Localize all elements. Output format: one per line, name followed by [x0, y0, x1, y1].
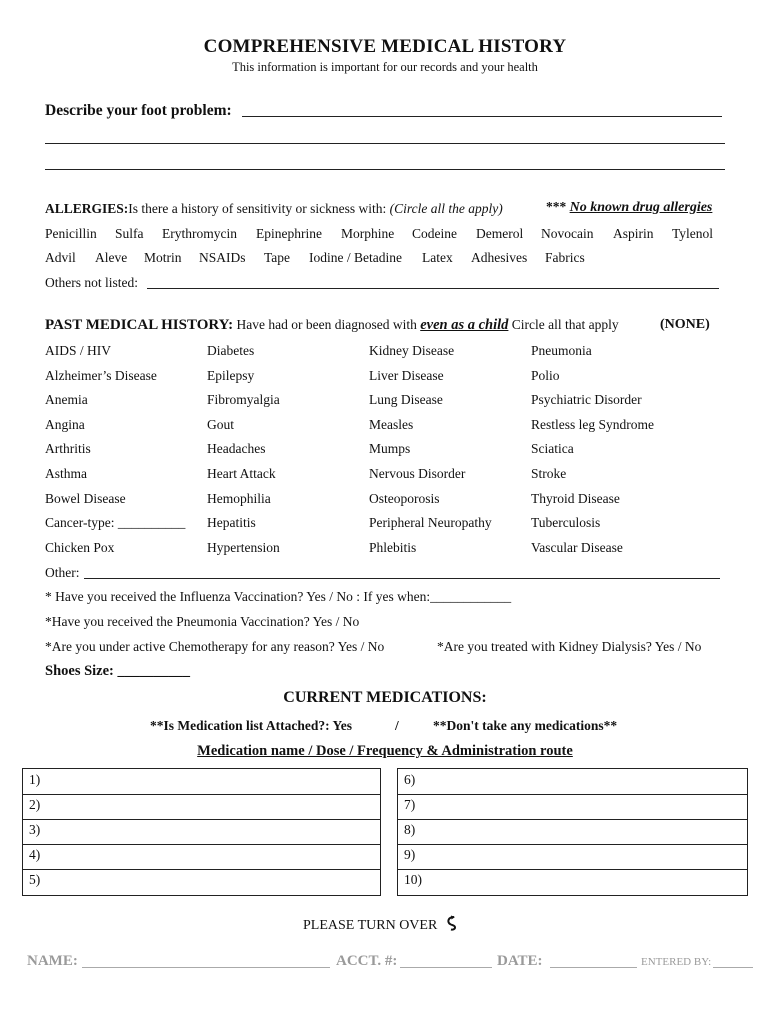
- footer-entered-by-line[interactable]: [713, 967, 753, 968]
- condition-item[interactable]: Anemia: [45, 392, 88, 408]
- allergy-item[interactable]: Demerol: [476, 226, 524, 241]
- allergy-item[interactable]: Tylenol: [672, 226, 714, 241]
- history-label: PAST MEDICAL HISTORY:: [45, 317, 234, 333]
- allergy-item[interactable]: Fabrics: [545, 250, 585, 265]
- allergy-item[interactable]: Tape: [264, 250, 291, 265]
- nkda-prefix: ***: [546, 199, 567, 214]
- condition-item[interactable]: Mumps: [369, 441, 411, 457]
- allergies-instruction: (Circle all the apply): [389, 201, 503, 216]
- condition-item[interactable]: Cancer-type: __________: [45, 515, 186, 531]
- allergy-item[interactable]: Sulfa: [115, 226, 144, 241]
- shoe-size-field[interactable]: Shoes Size: __________: [45, 663, 190, 679]
- history-column-2: [207, 339, 280, 560]
- nkda-label: No known drug allergies: [569, 200, 713, 215]
- footer-name-line[interactable]: [82, 967, 330, 968]
- footer-entered-by-label: ENTERED BY:: [641, 956, 712, 968]
- condition-item[interactable]: Liver Disease: [369, 367, 444, 383]
- medications-title: CURRENT MEDICATIONS:: [283, 689, 487, 706]
- history-column-3: [369, 339, 492, 560]
- medication-entry[interactable]: 9): [404, 847, 416, 862]
- medication-entry[interactable]: 3): [29, 822, 41, 837]
- allergy-item[interactable]: Epinephrine: [256, 226, 322, 241]
- footer-acct-label: ACCT. #:: [336, 953, 398, 969]
- condition-item[interactable]: Tuberculosis: [531, 515, 601, 531]
- condition-item[interactable]: Restless leg Syndrome: [531, 416, 654, 432]
- condition-item[interactable]: Osteoporosis: [369, 490, 440, 506]
- medication-entry[interactable]: 4): [29, 847, 41, 862]
- others-not-listed-label: Others not listed:: [45, 275, 138, 290]
- allergy-item[interactable]: NSAIDs: [199, 250, 246, 265]
- condition-item[interactable]: Sciatica: [531, 441, 574, 457]
- foot-problem-line-3[interactable]: [45, 169, 725, 170]
- footer-date-line[interactable]: [550, 967, 637, 968]
- influenza-question[interactable]: * Have you received the Influenza Vaccination? Yes / No : If yes when:____________: [45, 589, 512, 604]
- condition-item[interactable]: Heart Attack: [207, 465, 276, 481]
- condition-item[interactable]: Hemophilia: [207, 490, 271, 506]
- history-none-option[interactable]: (NONE): [660, 317, 710, 332]
- condition-item[interactable]: Alzheimer’s Disease: [45, 367, 157, 383]
- condition-item[interactable]: Headaches: [207, 441, 266, 457]
- turn-over-note: [303, 915, 459, 934]
- nkda-option[interactable]: [546, 199, 712, 216]
- history-other-line[interactable]: [84, 578, 720, 579]
- no-medications-option[interactable]: **Don't take any medications**: [433, 718, 618, 733]
- condition-item[interactable]: Thyroid Disease: [531, 490, 620, 506]
- allergy-item[interactable]: Erythromycin: [162, 226, 237, 241]
- medication-list-attached[interactable]: **Is Medication list Attached?: Yes: [150, 718, 352, 733]
- others-not-listed-line[interactable]: [147, 288, 719, 289]
- foot-problem-line-1[interactable]: [242, 116, 722, 117]
- history-emphasis: even as a child: [420, 317, 509, 333]
- history-other-label: Other:: [45, 565, 80, 580]
- allergy-item[interactable]: Codeine: [412, 226, 457, 241]
- condition-item[interactable]: Chicken Pox: [45, 539, 115, 555]
- medication-slash: /: [395, 718, 399, 733]
- condition-item[interactable]: Gout: [207, 416, 234, 432]
- foot-problem-line-2[interactable]: [45, 143, 725, 144]
- medication-box-right: [397, 768, 748, 896]
- medication-entry[interactable]: 10): [404, 872, 422, 887]
- turn-over-arrow-icon: [445, 915, 459, 931]
- condition-item[interactable]: Vascular Disease: [531, 539, 623, 555]
- medication-entry[interactable]: 8): [404, 822, 416, 837]
- footer-acct-line[interactable]: [400, 967, 492, 968]
- allergies-question: Is there a history of sensitivity or sickness with:: [128, 201, 387, 216]
- history-header: [45, 317, 619, 334]
- medication-entry[interactable]: 2): [29, 797, 41, 812]
- allergy-item[interactable]: Adhesives: [471, 250, 528, 265]
- condition-item[interactable]: Asthma: [45, 465, 87, 481]
- allergy-item[interactable]: Advil: [45, 250, 76, 265]
- allergy-item[interactable]: Penicillin: [45, 226, 97, 241]
- allergy-item[interactable]: Aspirin: [613, 226, 654, 241]
- condition-item[interactable]: Hypertension: [207, 539, 280, 555]
- medication-entry[interactable]: 1): [29, 772, 41, 787]
- history-column-4: [531, 339, 654, 560]
- allergy-item[interactable]: Latex: [422, 250, 453, 265]
- foot-problem-label: Describe your foot problem:: [45, 102, 232, 119]
- history-question: Have had or been diagnosed with: [236, 317, 417, 332]
- allergies-header: [45, 201, 503, 217]
- condition-item[interactable]: Diabetes: [207, 343, 255, 358]
- medication-table-header: [0, 743, 770, 760]
- allergy-item[interactable]: Iodine / Betadine: [309, 250, 402, 265]
- form-subtitle: This information is important for our records and your health: [232, 60, 538, 74]
- condition-item[interactable]: Peripheral Neuropathy: [369, 515, 492, 531]
- medication-entry[interactable]: 6): [404, 772, 416, 787]
- condition-item[interactable]: Psychiatric Disorder: [531, 392, 642, 408]
- medication-entry[interactable]: 5): [29, 872, 41, 887]
- condition-item[interactable]: Polio: [531, 367, 560, 383]
- condition-item[interactable]: Arthritis: [45, 441, 91, 457]
- condition-item[interactable]: Hepatitis: [207, 515, 256, 531]
- footer-name-label: NAME:: [27, 953, 78, 969]
- history-instruction: Circle all that apply: [511, 317, 619, 332]
- form-title: COMPREHENSIVE MEDICAL HISTORY: [203, 36, 567, 57]
- allergy-item[interactable]: Morphine: [341, 226, 395, 241]
- allergy-item[interactable]: Novocain: [541, 226, 594, 241]
- medication-entry[interactable]: 7): [404, 797, 416, 812]
- condition-item[interactable]: Bowel Disease: [45, 490, 126, 506]
- dialysis-question[interactable]: *Are you treated with Kidney Dialysis? Yes / No: [437, 639, 702, 654]
- condition-item[interactable]: Lung Disease: [369, 392, 443, 408]
- condition-item[interactable]: Stroke: [531, 465, 567, 481]
- condition-item[interactable]: Phlebitis: [369, 539, 417, 555]
- footer-date-label: DATE:: [497, 953, 543, 969]
- allergy-item[interactable]: Aleve: [95, 250, 128, 265]
- allergies-label: ALLERGIES:: [45, 201, 129, 216]
- chemo-question[interactable]: *Are you under active Chemotherapy for any reason? Yes / No: [45, 639, 385, 654]
- condition-item[interactable]: Kidney Disease: [369, 343, 455, 358]
- condition-item[interactable]: Nervous Disorder: [369, 465, 466, 481]
- condition-item[interactable]: Epilepsy: [207, 367, 255, 383]
- condition-item[interactable]: Fibromyalgia: [207, 392, 280, 408]
- allergy-item[interactable]: Motrin: [144, 250, 182, 265]
- turn-over-text: PLEASE TURN OVER: [303, 918, 438, 933]
- medication-box-left: [22, 768, 381, 896]
- medication-table-header-text: Medication name / Dose / Frequency & Administration route: [197, 743, 573, 759]
- pneumonia-question[interactable]: *Have you received the Pneumonia Vaccination? Yes / No: [45, 614, 360, 629]
- condition-item[interactable]: Pneumonia: [531, 343, 592, 358]
- history-column-1: [45, 339, 185, 560]
- condition-item[interactable]: Measles: [369, 416, 414, 432]
- condition-item[interactable]: Angina: [45, 416, 85, 432]
- condition-item[interactable]: AIDS / HIV: [45, 343, 111, 358]
